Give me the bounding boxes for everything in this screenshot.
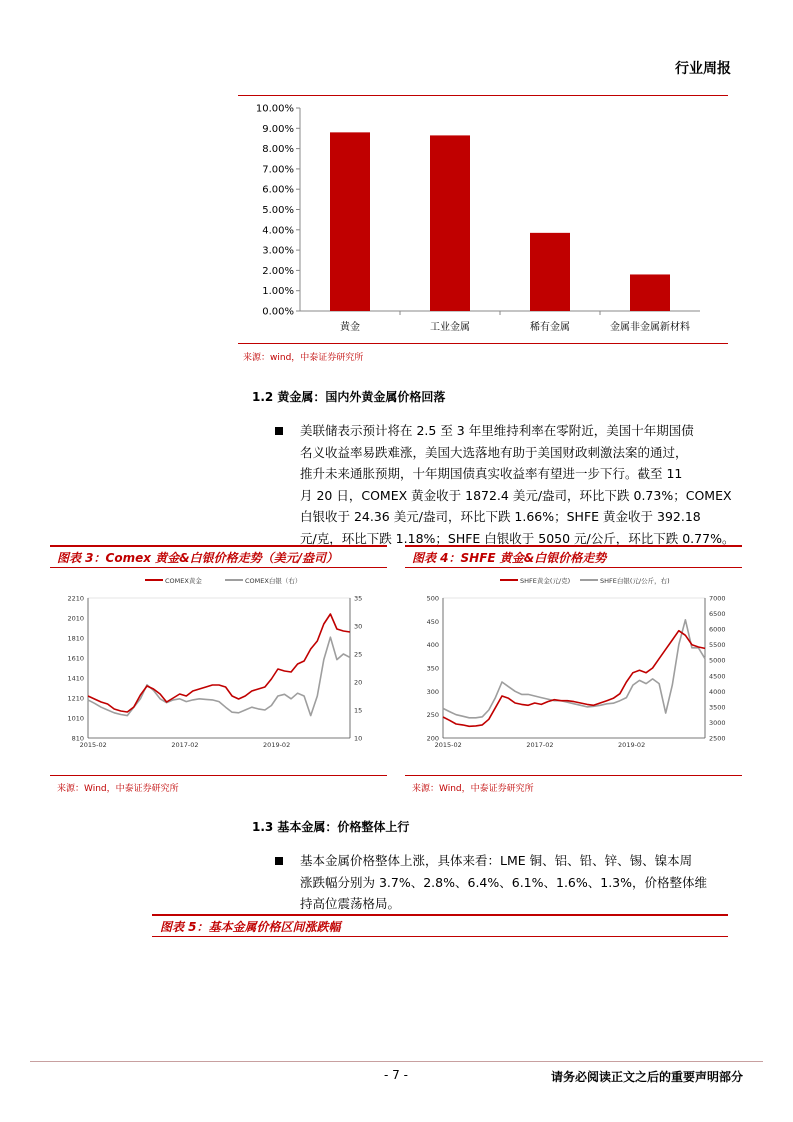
series-line — [443, 620, 705, 718]
figure-4-top-line — [405, 545, 742, 547]
y-left-tick-label: 1810 — [67, 634, 84, 643]
figure-4-title: 图表 4：SHFE 黄金&白银价格走势 — [412, 551, 607, 565]
figure-5-title: 图表 5：基本金属价格区间涨跌幅 — [160, 920, 341, 934]
y-right-tick-label: 2500 — [709, 734, 726, 743]
y-left-tick-label: 1610 — [67, 654, 84, 663]
y-left-tick-label: 810 — [71, 734, 84, 743]
x-tick-label: 稀有金属 — [530, 322, 570, 333]
comex-gold-silver-chart — [50, 570, 387, 755]
y-right-tick-label: 10 — [354, 734, 363, 743]
source-note-2b: 来源：Wind，中泰证券研究所 — [412, 784, 534, 794]
y-left-tick-label: 300 — [426, 687, 439, 696]
y-tick-label: 1.00% — [262, 286, 294, 298]
bar — [330, 132, 370, 311]
y-tick-label: 2.00% — [262, 265, 294, 277]
x-tick-label: 2017-02 — [171, 741, 199, 749]
paragraph-1-2-line: 名义收益率易跌难涨，美国大选落地有助于美国财政刺激法案的通过， — [300, 444, 688, 460]
y-tick-label: 8.00% — [262, 144, 294, 156]
y-right-tick-label: 4000 — [709, 687, 726, 696]
figure-3-title-underline — [50, 567, 387, 568]
y-right-tick-label: 15 — [354, 706, 363, 715]
header-divider — [238, 95, 728, 96]
figure-4-title-underline — [405, 567, 742, 568]
y-right-tick-label: 5500 — [709, 641, 726, 650]
figure-5-top-line — [152, 914, 728, 916]
y-right-tick-label: 5000 — [709, 656, 726, 665]
legend-label: SHFE黄金(元/克) — [520, 577, 571, 585]
y-left-tick-label: 250 — [426, 711, 439, 720]
footer-disclaimer: 请务必阅读正文之后的重要声明部分 — [550, 1070, 743, 1084]
paragraph-1-3 — [300, 850, 738, 915]
paragraph-1-3-line: 涨跌幅分别为 3.7%、2.8%、6.4%、6.1%、1.6%、1.3%，价格整体维 — [300, 874, 708, 890]
series-line — [88, 614, 350, 712]
y-right-tick-label: 6500 — [709, 610, 726, 619]
x-tick-label: 黄金 — [340, 322, 360, 333]
y-left-tick-label: 400 — [426, 641, 439, 650]
section-title-1-2: 1.2 黄金属：国内外黄金属价格回落 — [252, 390, 446, 404]
y-tick-label: 4.00% — [262, 225, 294, 237]
y-right-tick-label: 20 — [354, 678, 363, 687]
bar — [530, 233, 570, 311]
y-left-tick-label: 450 — [426, 617, 439, 626]
y-tick-label: 0.00% — [262, 306, 294, 318]
bullet-icon — [275, 427, 283, 435]
y-tick-label: 3.00% — [262, 245, 294, 257]
y-left-tick-label: 1410 — [67, 674, 84, 683]
paragraph-1-2-line: 推升未来通胀预期，十年期国债真实收益率有望进一步下行。截至 11 — [300, 466, 683, 481]
y-tick-label: 5.00% — [262, 205, 294, 216]
figure-3-bottom-line — [50, 775, 387, 776]
y-left-tick-label: 2210 — [67, 594, 84, 603]
legend-label: SHFE白银(元/公斤，右) — [600, 577, 670, 585]
paragraph-1-2 — [300, 420, 738, 549]
y-tick-label: 10.00% — [255, 103, 294, 115]
bullet-icon — [275, 857, 283, 865]
bar — [430, 135, 470, 311]
x-tick-label: 2017-02 — [526, 741, 554, 749]
x-tick-label: 工业金属 — [430, 322, 470, 333]
x-tick-label: 2019-02 — [618, 741, 646, 749]
paragraph-1-3-line: 持高位震荡格局。 — [300, 896, 401, 911]
section-title-1-3: 1.3 基本金属：价格整体上行 — [252, 820, 410, 834]
y-right-tick-label: 25 — [354, 650, 363, 659]
paragraph-1-2-line: 美联储表示预计将在 2.5 至 3 年里维持利率在零附近，美国十年期国债 — [300, 423, 694, 438]
x-tick-label: 金属非金属新材料 — [610, 322, 690, 333]
paragraph-1-2-line: 元/克，环比下跌 1.18%；SHFE 白银收于 5050 元/公斤，环比下跌 0.77%。 — [300, 530, 735, 546]
y-right-tick-label: 4500 — [709, 672, 726, 681]
y-left-tick-label: 350 — [426, 664, 439, 673]
y-left-tick-label: 2010 — [67, 614, 84, 623]
page-number: - 7 - — [384, 1068, 408, 1082]
x-tick-label: 2015-02 — [79, 741, 107, 749]
y-right-tick-label: 3500 — [709, 703, 726, 712]
paragraph-1-2-line: 月 20 日，COMEX 黄金收于 1872.4 美元/盎司，环比下跌 0.73%；COMEX — [300, 487, 732, 503]
legend-label: COMEX白银（右） — [245, 577, 302, 585]
y-right-tick-label: 7000 — [709, 594, 726, 603]
figure-4-bottom-line — [405, 775, 742, 776]
bar-chart — [238, 100, 728, 340]
y-left-tick-label: 200 — [426, 734, 439, 743]
source-note-1: 来源：wind，中泰证券研究所 — [243, 353, 364, 363]
bar — [630, 274, 670, 311]
y-right-tick-label: 3000 — [709, 718, 726, 727]
y-tick-label: 9.00% — [262, 123, 294, 135]
y-left-tick-label: 1210 — [67, 694, 84, 703]
header-title: 行业周报 — [675, 61, 731, 77]
source-note-2a: 来源：Wind，中泰证券研究所 — [57, 784, 179, 794]
legend-label: COMEX黄金 — [165, 577, 202, 585]
y-tick-label: 6.00% — [262, 184, 294, 196]
paragraph-1-3-line: 基本金属价格整体上涨，具体来看：LME 铜、铝、铅、锌、锡、镍本周 — [300, 853, 693, 868]
y-tick-label: 7.00% — [262, 164, 294, 176]
footer-divider — [30, 1061, 763, 1062]
y-left-tick-label: 1010 — [67, 714, 84, 723]
x-tick-label: 2019-02 — [263, 741, 291, 749]
figure-3-title: 图表 3：Comex 黄金&白银价格走势（美元/盎司） — [57, 551, 338, 565]
y-right-tick-label: 35 — [354, 594, 363, 603]
y-right-tick-label: 30 — [354, 622, 363, 631]
figure-5-title-underline — [152, 936, 728, 937]
y-right-tick-label: 6000 — [709, 625, 726, 634]
x-tick-label: 2015-02 — [434, 741, 462, 749]
figure-3-top-line — [50, 545, 387, 547]
chart-bottom-divider — [238, 343, 728, 344]
y-left-tick-label: 500 — [426, 594, 439, 603]
plot-area — [88, 598, 350, 738]
shfe-gold-silver-chart — [405, 570, 742, 755]
paragraph-1-2-line: 白银收于 24.36 美元/盎司，环比下跌 1.66%；SHFE 黄金收于 392.18 — [300, 509, 701, 524]
